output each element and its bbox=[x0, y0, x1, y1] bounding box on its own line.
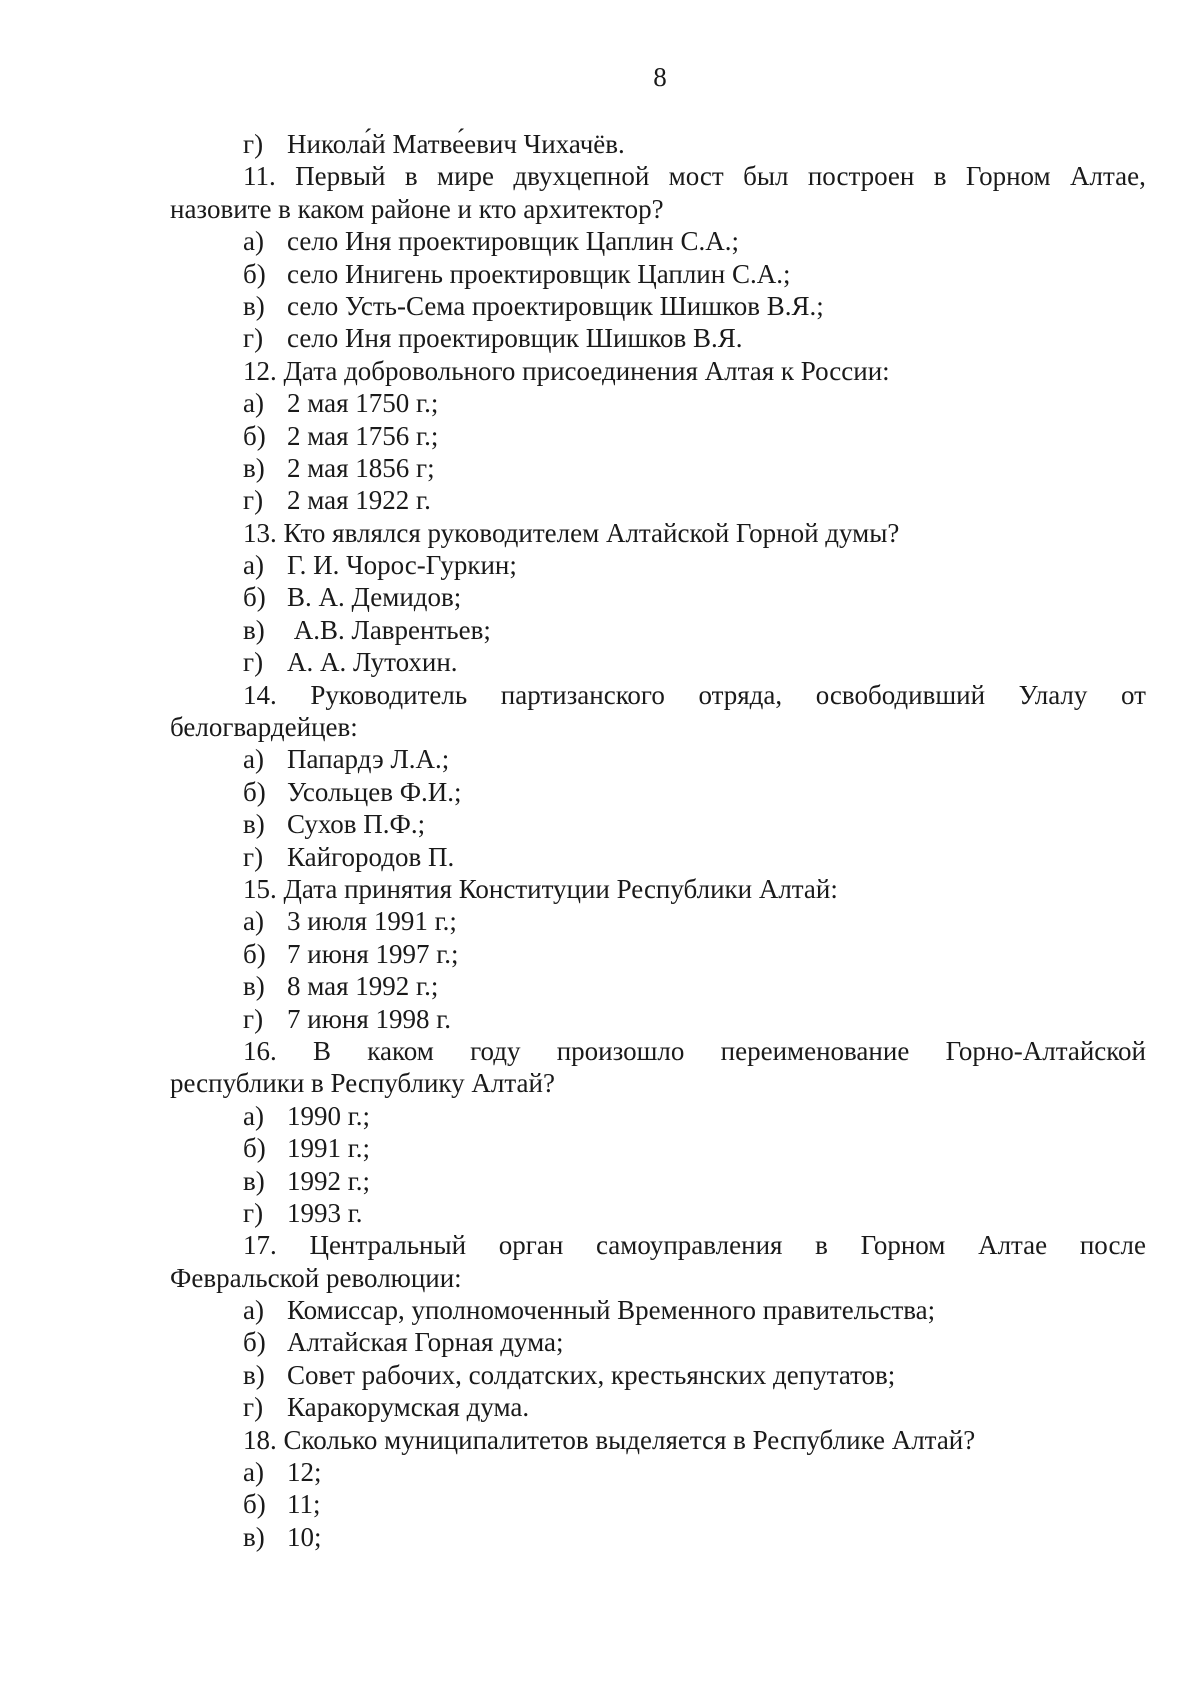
word: самоуправления bbox=[595, 1230, 783, 1261]
option-text: 3 июля 1991 г.; bbox=[287, 906, 457, 937]
q11-option-v bbox=[170, 290, 1146, 322]
q17-option-b bbox=[170, 1326, 1146, 1358]
option-text: Сухов П.Ф.; bbox=[287, 809, 426, 840]
word: каком bbox=[367, 1035, 434, 1066]
word: 16. bbox=[243, 1035, 277, 1066]
word: переименование bbox=[720, 1035, 910, 1066]
option-letter: а) bbox=[243, 226, 264, 257]
q15-line-1: 15. Дата принятия Конституции Республики Алтай: bbox=[243, 873, 838, 904]
word: был bbox=[743, 161, 789, 192]
word: в bbox=[933, 161, 947, 192]
q14-option-b bbox=[170, 776, 1146, 808]
word: орган bbox=[498, 1230, 564, 1261]
q13-option-a bbox=[170, 549, 1146, 581]
q12-option-g bbox=[170, 484, 1146, 516]
word: отряда, bbox=[698, 679, 783, 710]
option-text: Усольцев Ф.И.; bbox=[287, 776, 462, 807]
option-letter: б) bbox=[243, 1327, 266, 1358]
option-text: Совет рабочих, солдатских, крестьянских депутатов; bbox=[287, 1359, 896, 1390]
option-text: 11; bbox=[287, 1489, 321, 1520]
word: мире bbox=[437, 161, 495, 192]
page-number: 8 bbox=[653, 62, 667, 92]
option-text: Никола́й Матве́евич Чихачёв. bbox=[287, 129, 625, 159]
option-text: 2 мая 1756 г.; bbox=[287, 420, 439, 451]
option-text: 1991 г.; bbox=[287, 1133, 371, 1164]
q14-option-g bbox=[170, 841, 1146, 873]
option-text: Папардэ Л.А.; bbox=[287, 744, 450, 775]
option-text: 2 мая 1922 г. bbox=[287, 485, 431, 516]
q18-option-v bbox=[170, 1521, 1146, 1553]
option-letter: б) bbox=[243, 1489, 266, 1520]
q13-option-b bbox=[170, 581, 1146, 613]
option-text: 1990 г.; bbox=[287, 1100, 371, 1131]
option-letter: б) bbox=[243, 420, 266, 451]
option-letter: б) bbox=[243, 938, 266, 969]
q14-line-2: белогвардейцев: bbox=[170, 712, 358, 743]
word: в bbox=[815, 1230, 828, 1261]
q16-option-a bbox=[170, 1100, 1146, 1132]
option-letter: в) bbox=[243, 452, 265, 483]
word: 14. bbox=[243, 679, 277, 710]
option-text: 7 июня 1998 г. bbox=[287, 1003, 452, 1034]
option-letter: г) bbox=[243, 1392, 264, 1423]
q11-option-a bbox=[170, 225, 1146, 257]
option-text: 1992 г.; bbox=[287, 1165, 371, 1196]
q12-option-v bbox=[170, 452, 1146, 484]
option-letter: г) bbox=[243, 323, 264, 354]
word: Центральный bbox=[309, 1230, 467, 1261]
option-letter: а) bbox=[243, 1295, 264, 1326]
option-text: 12; bbox=[287, 1457, 322, 1488]
word: произошло bbox=[556, 1035, 685, 1066]
word: мост bbox=[668, 161, 724, 192]
word: Горном bbox=[860, 1230, 946, 1261]
q11-option-b bbox=[170, 258, 1146, 290]
word: двухцепной bbox=[513, 161, 650, 192]
option-letter: б) bbox=[243, 582, 266, 613]
word: после bbox=[1079, 1230, 1146, 1261]
option-text: Каракорумская дума. bbox=[287, 1392, 530, 1423]
option-text: А.В. Лаврентьев; bbox=[287, 614, 491, 645]
option-letter: г) bbox=[243, 485, 264, 516]
option-letter: в) bbox=[243, 1521, 265, 1552]
word: Горном bbox=[965, 161, 1051, 192]
q16-option-b bbox=[170, 1132, 1146, 1164]
word: освободивший bbox=[815, 679, 986, 710]
option-text: село Инигень проектировщик Цаплин С.А.; bbox=[287, 258, 791, 289]
option-letter: а) bbox=[243, 906, 264, 937]
word: в bbox=[404, 161, 418, 192]
option-text: В. А. Демидов; bbox=[287, 582, 462, 613]
document-body bbox=[170, 128, 1146, 1553]
word: Горно-Алтайской bbox=[945, 1035, 1146, 1066]
option-letter: в) bbox=[243, 1359, 265, 1390]
q15-option-b bbox=[170, 938, 1146, 970]
q13-line-1: 13. Кто являлся руководителем Алтайской Горной думы? bbox=[243, 517, 900, 548]
option-text: 7 июня 1997 г.; bbox=[287, 938, 459, 969]
option-letter: а) bbox=[243, 1100, 264, 1131]
option-text: село Иня проектировщик Шишков В.Я. bbox=[287, 323, 743, 354]
option-letter: в) bbox=[243, 971, 265, 1002]
q15-option-v bbox=[170, 970, 1146, 1002]
q14-line-1 bbox=[170, 679, 1146, 711]
q16-line-1 bbox=[170, 1035, 1146, 1067]
q13-option-v bbox=[170, 614, 1146, 646]
word: Улалу bbox=[1018, 679, 1088, 710]
q17-option-v bbox=[170, 1359, 1146, 1391]
option-letter: а) bbox=[243, 550, 264, 581]
q12-option-a bbox=[170, 387, 1146, 419]
q14-option-a bbox=[170, 743, 1146, 775]
option-letter: г) bbox=[243, 841, 264, 872]
q16-option-v bbox=[170, 1165, 1146, 1197]
word: В bbox=[313, 1035, 332, 1066]
q15-option-a bbox=[170, 905, 1146, 937]
word: Первый bbox=[295, 161, 386, 192]
option-text: Комиссар, уполномоченный Временного правительства; bbox=[287, 1295, 936, 1326]
word: году bbox=[470, 1035, 521, 1066]
q17-line-2: Февральской революции: bbox=[170, 1262, 462, 1293]
word: построен bbox=[807, 161, 915, 192]
q17-option-g bbox=[170, 1391, 1146, 1423]
q13-option-g bbox=[170, 646, 1146, 678]
word: 11. bbox=[243, 161, 276, 192]
option-letter: а) bbox=[243, 388, 264, 419]
option-text: 1993 г. bbox=[287, 1197, 363, 1228]
option-text: А. А. Лутохин. bbox=[287, 647, 458, 678]
word: от bbox=[1121, 679, 1146, 710]
option-text: 2 мая 1856 г; bbox=[287, 452, 435, 483]
option-letter: г) bbox=[243, 1003, 264, 1034]
word: партизанского bbox=[500, 679, 665, 710]
option-letter: в) bbox=[243, 1165, 265, 1196]
q11-line-2: назовите в каком районе и кто архитектор? bbox=[170, 193, 664, 224]
option-letter: а) bbox=[243, 744, 264, 775]
q11-option-g bbox=[170, 322, 1146, 354]
q17-option-a bbox=[170, 1294, 1146, 1326]
q12-option-b bbox=[170, 420, 1146, 452]
word: Алтае, bbox=[1070, 161, 1146, 192]
option-letter: г) bbox=[243, 1197, 264, 1228]
option-text: Г. И. Чорос-Гуркин; bbox=[287, 550, 517, 581]
q14-option-v bbox=[170, 808, 1146, 840]
option-text: 8 мая 1992 г.; bbox=[287, 971, 439, 1002]
option-letter: б) bbox=[243, 776, 266, 807]
option-text: село Иня проектировщик Цаплин С.А.; bbox=[287, 226, 739, 257]
option-letter: в) bbox=[243, 290, 265, 321]
option-letter: б) bbox=[243, 1133, 266, 1164]
option-letter: г) bbox=[243, 129, 264, 159]
word: Руководитель bbox=[310, 679, 468, 710]
word: 17. bbox=[243, 1230, 277, 1261]
option-letter: в) bbox=[243, 809, 265, 840]
option-text: Кайгородов П. bbox=[287, 841, 455, 872]
q17-line-1 bbox=[170, 1229, 1146, 1261]
option-text: Алтайская Горная дума; bbox=[287, 1327, 564, 1358]
option-letter: в) bbox=[243, 614, 265, 645]
option-letter: а) bbox=[243, 1457, 264, 1488]
q18-line-1: 18. Сколько муниципалитетов выделяется в Республике Алтай? bbox=[243, 1424, 976, 1455]
q18-option-a bbox=[170, 1456, 1146, 1488]
q16-line-2: республики в Республику Алтай? bbox=[170, 1068, 555, 1099]
q18-option-b bbox=[170, 1488, 1146, 1520]
q12-line-1: 12. Дата добровольного присоединения Алтая к России: bbox=[243, 355, 890, 386]
option-letter: г) bbox=[243, 647, 264, 678]
option-letter: б) bbox=[243, 258, 266, 289]
option-text: 2 мая 1750 г.; bbox=[287, 388, 439, 419]
q15-option-g bbox=[170, 1003, 1146, 1035]
q16-option-g bbox=[170, 1197, 1146, 1229]
q10-option-g bbox=[170, 128, 1146, 160]
option-text: село Усть-Сема проектировщик Шишков В.Я.; bbox=[287, 290, 824, 321]
word: Алтае bbox=[978, 1230, 1048, 1261]
q11-line-1 bbox=[170, 160, 1146, 192]
option-text: 10; bbox=[287, 1521, 322, 1552]
